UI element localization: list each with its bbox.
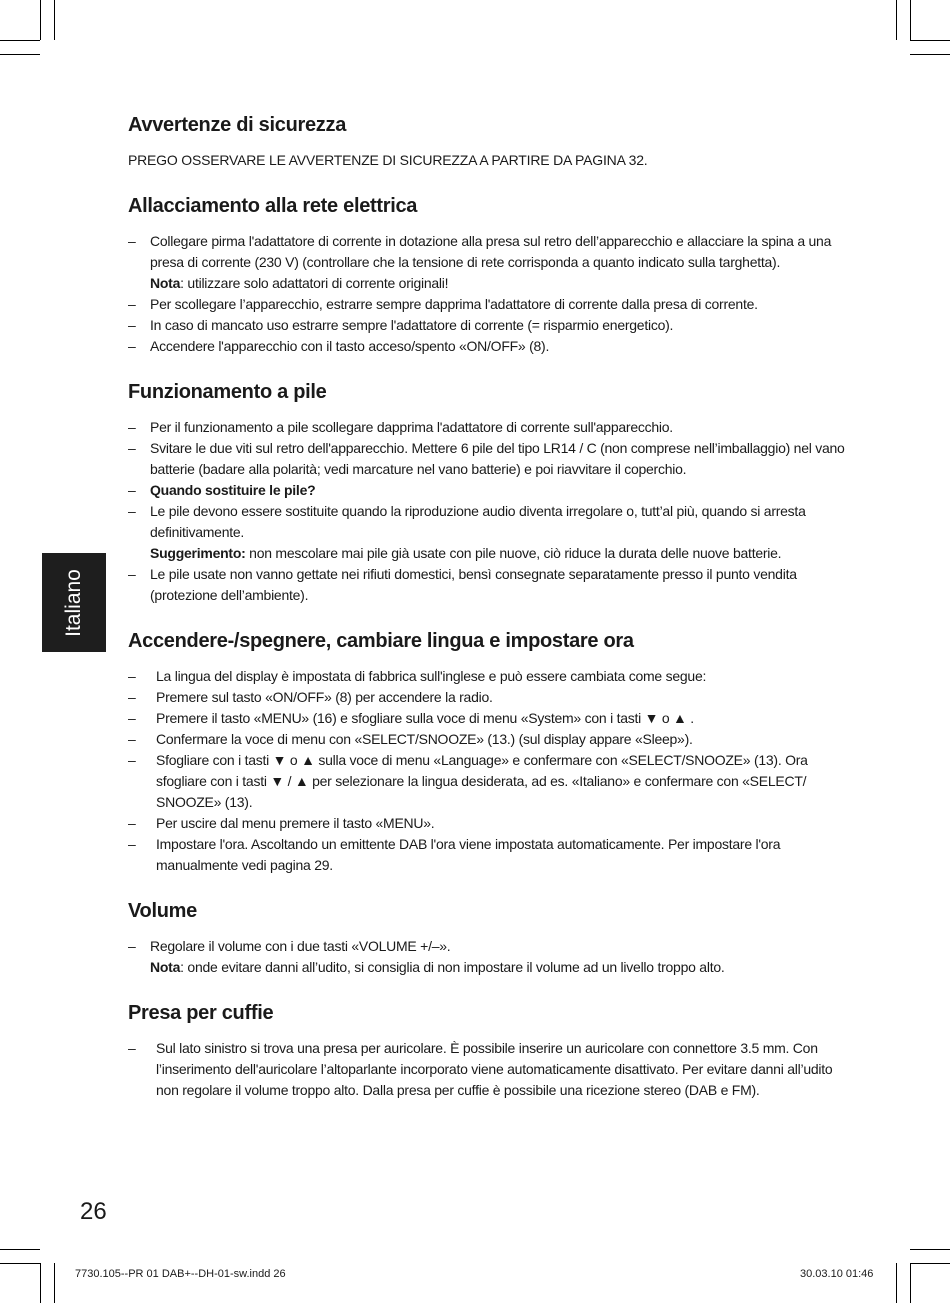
- section-title: Funzionamento a pile: [128, 381, 327, 403]
- list-item: – Le pile usate non vanno gettate nei rifiuti domestici, bensì consegnate separatamente presso il punto vendita (protezione dell’ambiente).: [128, 564, 848, 606]
- list-item: – Quando sostituire le pile?: [128, 480, 848, 501]
- list-item: – Premere il tasto «MENU» (16) e sfogliare sulla voce di menu «System» con i tasti ▼ o ▲ .: [128, 708, 848, 729]
- list-item: – Per il funzionamento a pile scollegare dapprima l'adattatore di corrente sull'apparecchio.: [128, 417, 848, 438]
- section-title: Avvertenze di sicurezza: [128, 114, 347, 136]
- battery-list: [128, 417, 848, 606]
- crop-mark: [0, 40, 40, 41]
- note: Nota: utilizzare solo adattatori di corrente originali!: [150, 275, 449, 291]
- list-item: – Per scollegare l’apparecchio, estrarre sempre dapprima l'adattatore di corrente dalla presa di corrente.: [128, 294, 848, 315]
- volume-list: [128, 936, 848, 978]
- crop-mark: [0, 1263, 40, 1264]
- crop-mark: [0, 54, 40, 55]
- section-setup: [128, 630, 848, 876]
- headphones-list: [128, 1038, 848, 1101]
- section-battery: [128, 381, 848, 606]
- crop-mark: [40, 1263, 41, 1303]
- section-title: Presa per cuffie: [128, 1002, 274, 1024]
- list-item: – Collegare pirma l'adattatore di corrente in dotazione alla presa sul retro dell’apparecchio e allacciare la spina a una presa di corrente (230 V) (controllare che la tensione di rete corrisponda a quanto indicato sulla targhetta). Nota: utilizzare solo adattatori di corrente originali!: [128, 231, 848, 294]
- section-title: Volume: [128, 900, 197, 922]
- page-content: [128, 114, 848, 1125]
- list-item: – In caso di mancato uso estrarre sempre l'adattatore di corrente (= risparmio energetico).: [128, 315, 848, 336]
- crop-mark: [910, 0, 911, 40]
- page-number: 26: [80, 1198, 107, 1225]
- crop-mark: [0, 1249, 40, 1250]
- section-title: Allacciamento alla rete elettrica: [128, 195, 418, 217]
- list-item: – Regolare il volume con i due tasti «VOLUME +/–». Nota: onde evitare danni all’udito, si consiglia di non impostare il volume ad un livello troppo alto.: [128, 936, 848, 978]
- list-item: – La lingua del display è impostata di fabbrica sull'inglese e può essere cambiata come segue:: [128, 666, 848, 687]
- footer-filename: 7730.105--PR 01 DAB+--DH-01-sw.indd 26: [75, 1268, 286, 1280]
- crop-mark: [910, 1263, 911, 1303]
- crop-mark: [54, 1263, 55, 1303]
- note: Nota: onde evitare danni all’udito, si consiglia di non impostare il volume ad un livello troppo alto.: [150, 959, 725, 975]
- crop-mark: [910, 40, 950, 41]
- crop-mark: [896, 0, 897, 40]
- section-headphones: [128, 1002, 848, 1101]
- list-item: – Svitare le due viti sul retro dell'apparecchio. Mettere 6 pile del tipo LR14 / C (non comprese nell’imballaggio) nel vano batterie (badare alla polarità; vedi marcature nel vano batterie) e poi riavvitare il coperchio.: [128, 438, 848, 480]
- crop-mark: [54, 0, 55, 40]
- list-item: – Accendere l'apparecchio con il tasto acceso/spento «ON/OFF» (8).: [128, 336, 848, 357]
- section-title: Accendere-/spegnere, cambiare lingua e impostare ora: [128, 630, 634, 652]
- section-volume: [128, 900, 848, 978]
- section-safety: [128, 114, 848, 171]
- crop-mark: [910, 54, 950, 55]
- crop-mark: [910, 1263, 950, 1264]
- list-item: – Sfogliare con i tasti ▼ o ▲ sulla voce di menu «Language» e confermare con «SELECT/SNOOZE» (13). Ora sfogliare con i tasti ▼ / ▲ per selezionare la lingua desiderata, ad es. «Italiano» e confermare con «SELECT/ SNOOZE» (13).: [128, 750, 848, 813]
- list-item: – Per uscire dal menu premere il tasto «MENU».: [128, 813, 848, 834]
- list-item: – Premere sul tasto «ON/OFF» (8) per accendere la radio.: [128, 687, 848, 708]
- setup-list: [128, 666, 848, 876]
- safety-text: PREGO OSSERVARE LE AVVERTENZE DI SICUREZZA A PARTIRE DA PAGINA 32.: [128, 152, 648, 168]
- crop-mark: [910, 1249, 950, 1250]
- section-power: [128, 195, 848, 357]
- crop-mark: [896, 1263, 897, 1303]
- language-tab: [42, 553, 106, 652]
- list-item: – Le pile devono essere sostituite quando la riproduzione audio diventa irregolare o, tutt’al più, quando si arresta definitivamente. Suggerimento: non mescolare mai pile già usate con pile nuove, ciò riduce la durata delle nuove batterie.: [128, 501, 848, 564]
- crop-mark: [40, 0, 41, 40]
- language-tab-label: Italiano: [62, 568, 85, 637]
- tip: Suggerimento: non mescolare mai pile già usate con pile nuove, ciò riduce la durata delle nuove batterie.: [150, 545, 782, 561]
- footer-datetime: 30.03.10 01:46: [800, 1268, 874, 1280]
- power-list: [128, 231, 848, 357]
- list-item: – Sul lato sinistro si trova una presa per auricolare. È possibile inserire un auricolare con connettore 3.5 mm. Con l’inserimento dell'auricolare l’altoparlante incorporato viene automaticamente disattivato. Per evitare danni all’udito non regolare il volume troppo alto. Dalla presa per cuffie è possibile una ricezione stereo (DAB e FM).: [128, 1038, 848, 1101]
- list-item: – Confermare la voce di menu con «SELECT/SNOOZE» (13.) (sul display appare «Sleep»).: [128, 729, 848, 750]
- list-item: – Impostare l'ora. Ascoltando un emittente DAB l'ora viene impostata automaticamente. Per impostare l'ora manualmente vedi pagina 29.: [128, 834, 848, 876]
